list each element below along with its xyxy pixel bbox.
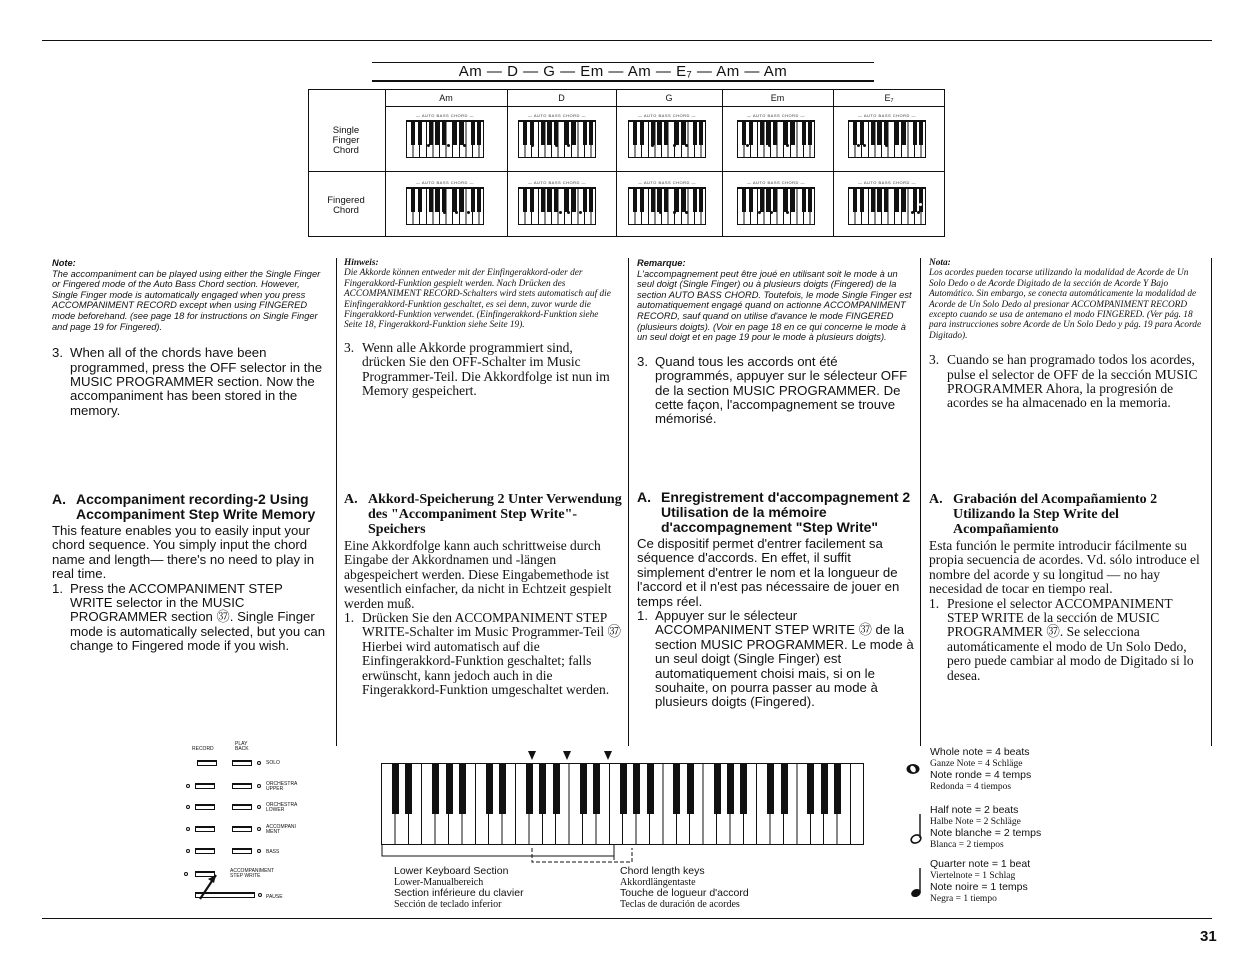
led bbox=[186, 784, 190, 788]
black-key bbox=[884, 189, 888, 212]
chord-header-em: Em bbox=[770, 93, 785, 103]
section-french bbox=[637, 490, 915, 710]
black-key bbox=[435, 122, 439, 145]
black-key bbox=[539, 764, 546, 814]
key-marker bbox=[746, 144, 749, 147]
key-marker bbox=[673, 144, 676, 147]
black-key bbox=[877, 189, 881, 212]
step-3: 3. When all of the chords have been programmed, press the OFF selector in the MUSIC PROGRAMMER section. Now the accompaniment has been stored in the memory. bbox=[52, 345, 323, 418]
key-marker bbox=[685, 144, 688, 147]
black-key bbox=[453, 189, 457, 212]
black-key bbox=[808, 122, 812, 145]
black-key bbox=[773, 189, 777, 212]
intro-text: Ce dispositif permet d'entrer facilement sa séquence d'accords. En effet, il suffit simplement d'entrer le nom et la longueur de l'accord et il n'est pas nécessaire de jouer en temps réel. bbox=[637, 536, 900, 609]
chord-keyboard bbox=[848, 113, 926, 158]
black-key bbox=[791, 122, 795, 145]
chord-keyboard bbox=[406, 180, 484, 225]
keyboard-caption: — AUTO BASS CHORD — bbox=[415, 113, 475, 118]
led bbox=[257, 827, 261, 831]
black-key bbox=[633, 189, 637, 212]
chord-header-e7: E₇ bbox=[884, 93, 894, 103]
black-key bbox=[418, 189, 422, 212]
key-marker bbox=[863, 144, 866, 147]
step-3: 3. Cuando se han programado todos los acordes, pulse el selector de OFF de la sección MUSIC PROGRAMMER Ahora, la progresión de acordes se ha almacenado en la memoria. bbox=[929, 352, 1198, 411]
black-key bbox=[884, 122, 888, 145]
black-key bbox=[640, 189, 644, 212]
led bbox=[257, 784, 261, 788]
marker-triangle-icon bbox=[563, 751, 571, 760]
black-key bbox=[554, 189, 558, 212]
black-key bbox=[657, 122, 661, 145]
chord-keyboard bbox=[737, 180, 815, 225]
orchestra-lower-label: ORCHESTRA LOWER bbox=[266, 802, 298, 813]
black-key bbox=[913, 189, 917, 212]
row-label-single: Single Finger Chord bbox=[332, 125, 360, 156]
column-rule bbox=[1211, 258, 1212, 746]
black-key bbox=[460, 189, 464, 212]
play-button-bass[interactable] bbox=[232, 848, 252, 854]
black-key bbox=[807, 764, 814, 814]
intro-text: Esta función le permite introducir fácilmente su propia secuencia de acordes. Vd. sólo introduce el nombre del acorde y su longitud — no hay necesidad de tocar en tiempo real. bbox=[929, 538, 1200, 597]
key-marker bbox=[673, 211, 676, 214]
black-key bbox=[460, 122, 464, 145]
black-key bbox=[860, 122, 864, 145]
step-write-label: ACCOMPANIMENT STEP WRITE bbox=[230, 868, 274, 879]
black-key bbox=[853, 189, 857, 212]
keyboard-caption: — AUTO BASS CHORD — bbox=[857, 180, 917, 185]
marker-triangle-icon bbox=[604, 751, 612, 760]
black-key bbox=[895, 189, 899, 212]
key-marker bbox=[786, 211, 789, 214]
led bbox=[184, 872, 188, 876]
black-key bbox=[834, 764, 841, 814]
black-key bbox=[853, 122, 857, 145]
chord-header-d: D bbox=[558, 93, 565, 103]
black-key bbox=[675, 122, 679, 145]
step-1: 1. Drücken Sie den ACCOMPANIMENT STEP WRITE-Schalter im Music Programmer-Teil ㊲ Hierbei wird automatisch auf die Einfingerakkord-Funktion geschaltet; falls erwünscht, kann jedoch auch in die Fingerakkord-Funktion umgeschaltet werden. bbox=[344, 610, 621, 698]
black-key bbox=[405, 764, 412, 814]
note-heading: Note: bbox=[52, 258, 76, 268]
black-key bbox=[477, 189, 481, 212]
table-divider bbox=[507, 89, 508, 237]
black-key bbox=[647, 764, 654, 814]
key-marker bbox=[857, 144, 860, 147]
keys bbox=[628, 187, 706, 225]
quarter-note-icon bbox=[908, 866, 924, 900]
black-key bbox=[486, 764, 493, 814]
record-button-solo[interactable] bbox=[197, 760, 217, 766]
black-key bbox=[553, 764, 560, 814]
top-rule bbox=[42, 40, 1212, 41]
key-marker bbox=[463, 144, 466, 147]
black-key bbox=[675, 189, 679, 212]
black-key bbox=[749, 189, 753, 212]
black-key bbox=[760, 122, 764, 145]
black-key bbox=[429, 189, 433, 212]
step-3: 3. Quand tous les accords ont été programmés, appuyer sur le sélecteur OFF de la section MUSIC PROGRAMMER. De cette façon, l'accompagnement se trouve mémorisé. bbox=[637, 353, 908, 427]
chord-keyboard bbox=[518, 113, 596, 158]
black-key bbox=[541, 122, 545, 145]
key-marker bbox=[579, 211, 582, 214]
black-key bbox=[432, 764, 439, 814]
solo-label: SOLO bbox=[266, 760, 280, 766]
section-german bbox=[344, 492, 622, 697]
section-spanish bbox=[929, 492, 1205, 683]
key-marker bbox=[919, 203, 922, 206]
keys bbox=[848, 187, 926, 225]
black-key bbox=[784, 122, 788, 145]
note-heading: Hinweis: bbox=[344, 258, 379, 268]
step-3: 3. Wenn alle Akkorde programmiert sind, drücken Sie den OFF-Schalter im Music Programmer-Teil. Die Akkordfolge ist nun im Memory gespeichert. bbox=[344, 339, 610, 399]
key-marker bbox=[758, 211, 761, 214]
led bbox=[186, 827, 190, 831]
black-key bbox=[802, 122, 806, 145]
key-marker bbox=[786, 144, 789, 147]
black-key bbox=[554, 122, 558, 145]
key-marker bbox=[768, 144, 771, 147]
black-key bbox=[589, 189, 593, 212]
table-divider bbox=[308, 171, 945, 172]
black-key bbox=[821, 764, 828, 814]
sequence-title: Am — D — G — Em — Am — E₇ — Am — Am bbox=[458, 63, 788, 80]
black-key bbox=[530, 189, 534, 212]
key-marker bbox=[443, 211, 446, 214]
half-note-icon bbox=[908, 812, 924, 846]
key-marker bbox=[651, 144, 654, 147]
step-1: 1. Appuyer sur le sélecteur ACCOMPANIMENT STEP WRITE ㊲ de la section MUSIC PROGRAMMER. Le mode à un seul doigt (Single Finger) est automatiquement choisi mais, si on le souhaite, on pourra passer au mode à plusieurs doigts (Fingered). bbox=[637, 608, 914, 710]
note-text: Die Akkorde können entweder mit der Einfingerakkord-oder der Fingerakkord-Funktion gespielt werden. Nach Drücken des ACCOMPANIMENT RECORD-Schalters wird stets automatisch auf die Einfingerakkord-Funktion geschaltet, es sei denn, zuvor wurde die Fingerakkord-Funktion verwendet. (Einfingerakkord-Funktion siehe Seite 18, Fingerakkord-Funktion siehe Seite 19). bbox=[344, 268, 611, 331]
black-key bbox=[446, 764, 453, 814]
keyboard-caption: — AUTO BASS CHORD — bbox=[527, 180, 587, 185]
keys bbox=[518, 187, 596, 225]
black-key bbox=[877, 122, 881, 145]
keyboard-caption: — AUTO BASS CHORD — bbox=[527, 113, 587, 118]
black-key bbox=[651, 189, 655, 212]
chord-keyboard bbox=[848, 180, 926, 225]
column-rule bbox=[628, 258, 629, 746]
black-key bbox=[693, 122, 697, 145]
marker-triangle-icon bbox=[528, 751, 536, 760]
black-key bbox=[633, 764, 640, 814]
black-key bbox=[442, 122, 446, 145]
sequence-rule-bottom bbox=[372, 80, 874, 82]
key-marker bbox=[770, 211, 773, 214]
black-key bbox=[767, 764, 774, 814]
led bbox=[257, 761, 261, 765]
table-divider bbox=[833, 89, 834, 237]
step-1: 1. Presione el selector ACCOMPANIMENT STEP WRITE de la sección de MUSIC PROGRAMMER ㊲. Se selecciona automáticamente el modo de Un Solo Dedo, pero puede cambiar al modo de Digitado si lo desea. bbox=[929, 595, 1194, 683]
black-key bbox=[620, 764, 627, 814]
key-marker bbox=[555, 144, 558, 147]
key-marker bbox=[911, 211, 914, 214]
chord-keyboard bbox=[406, 113, 484, 158]
keyboard-caption: — AUTO BASS CHORD — bbox=[637, 113, 697, 118]
pause-label: PAUSE bbox=[266, 894, 283, 900]
black-key bbox=[766, 189, 770, 212]
chord-keyboard bbox=[518, 180, 596, 225]
led bbox=[258, 893, 262, 897]
table-divider bbox=[616, 89, 617, 237]
black-key bbox=[442, 189, 446, 212]
section-heading: A. Grabación del Acompañamiento 2 Utilizando la Step Write del Acompañamiento bbox=[929, 492, 1158, 537]
record-button-orchestra-lower[interactable] bbox=[195, 804, 215, 810]
key-marker bbox=[885, 144, 888, 147]
column-english bbox=[52, 258, 328, 418]
led bbox=[186, 805, 190, 809]
table-divider bbox=[385, 89, 386, 237]
keys bbox=[406, 120, 484, 158]
key-marker bbox=[447, 144, 450, 147]
key-marker bbox=[685, 211, 688, 214]
keys bbox=[406, 187, 484, 225]
led bbox=[257, 849, 261, 853]
black-key bbox=[633, 122, 637, 145]
black-key bbox=[919, 122, 923, 145]
black-key bbox=[699, 189, 703, 212]
black-key bbox=[727, 764, 734, 814]
black-key bbox=[699, 122, 703, 145]
black-key bbox=[526, 764, 533, 814]
section-heading: A. Enregistrement d'accompagnement 2 Utilisation de la mémoire d'accompagnement "Step Write" bbox=[637, 489, 911, 535]
record-button-accompaniment[interactable] bbox=[195, 826, 215, 832]
black-key bbox=[682, 189, 686, 212]
black-key bbox=[871, 189, 875, 212]
whole-note-icon bbox=[905, 762, 921, 776]
record-button-bass[interactable] bbox=[195, 848, 215, 854]
black-key bbox=[860, 189, 864, 212]
black-key bbox=[871, 122, 875, 145]
black-key bbox=[435, 189, 439, 212]
black-key bbox=[740, 764, 747, 814]
black-key bbox=[411, 189, 415, 212]
note-text: Los acordes pueden tocarse utilizando la modalidad de Acorde de Un Solo Dedo o de Acorde Digitado de la sección de Acorde Y Bajo Automático. Sin embargo, se conecta automáticamente la modalidad de Acorde de Un Solo Dedo al presionar ACCOMPANIMENT RECORD excepto cuando se usa de antemano el modo FINGERED. (Ver pág. 18 para instrucciones sobre Acorde de Un Solo Dedo y pág. 19 para Acorde Digitado). bbox=[929, 268, 1202, 341]
legend-quarter: Quarter note = 1 beat Viertelnote = 1 Schlag Note noire = 1 temps Negra = 1 tiempo bbox=[930, 858, 1031, 904]
black-key bbox=[593, 764, 600, 814]
key-marker bbox=[559, 211, 562, 214]
key-marker bbox=[567, 144, 570, 147]
black-key bbox=[664, 122, 668, 145]
black-key bbox=[687, 764, 694, 814]
black-key bbox=[902, 189, 906, 212]
black-key bbox=[781, 764, 788, 814]
note-text: The accompaniment can be played using either the Single Finger or Fingered mode of the Auto Bass Chord section. However, Single Finger mode is automatically engaged when you press ACCOMPANIMENT RECORD except when using FINGERED mode beforehand. (see page 18 for instructions on Single Finger and page 19 for Fingered). bbox=[52, 268, 321, 332]
black-key bbox=[766, 122, 770, 145]
play-button-orchestra-lower[interactable] bbox=[232, 804, 252, 810]
black-key bbox=[902, 122, 906, 145]
keys bbox=[518, 120, 596, 158]
chord-keyboard bbox=[628, 113, 706, 158]
note-heading: Remarque: bbox=[637, 258, 686, 268]
note-heading: Nota: bbox=[929, 258, 951, 268]
note-german bbox=[344, 258, 612, 331]
chord-header-g: G bbox=[665, 93, 673, 103]
play-button-orchestra-upper[interactable] bbox=[232, 783, 252, 789]
black-key bbox=[742, 189, 746, 212]
section-heading: A. Akkord-Speicherung 2 Unter Verwendung des "Accompaniment Step Write"-Speichers bbox=[344, 492, 622, 537]
play-button-solo[interactable] bbox=[232, 760, 252, 766]
black-key bbox=[477, 122, 481, 145]
legend-half: Half note = 2 beats Halbe Note = 2 Schläge Note blanche = 2 temps Blanca = 2 tiempos bbox=[930, 804, 1042, 850]
black-key bbox=[682, 122, 686, 145]
section-english bbox=[52, 492, 328, 654]
keys bbox=[737, 120, 815, 158]
black-key bbox=[471, 122, 475, 145]
black-key bbox=[411, 122, 415, 145]
key-marker bbox=[531, 144, 534, 147]
keyboard-caption: — AUTO BASS CHORD — bbox=[415, 180, 475, 185]
led bbox=[186, 849, 190, 853]
keys bbox=[737, 187, 815, 225]
black-key bbox=[541, 189, 545, 212]
black-key bbox=[523, 122, 527, 145]
bottom-rule bbox=[42, 918, 1212, 919]
chord-keyboard bbox=[628, 180, 706, 225]
pause-button[interactable] bbox=[195, 892, 255, 898]
chord-header-am: Am bbox=[439, 93, 453, 103]
black-key bbox=[583, 122, 587, 145]
play-back-label: PLAY BACK bbox=[235, 741, 249, 752]
black-key bbox=[640, 122, 644, 145]
led bbox=[257, 805, 261, 809]
black-key bbox=[760, 189, 764, 212]
play-button-accompaniment[interactable] bbox=[232, 826, 252, 832]
black-key bbox=[664, 189, 668, 212]
column-rule bbox=[920, 258, 921, 746]
table-divider bbox=[722, 89, 723, 237]
keys bbox=[628, 120, 706, 158]
black-key bbox=[453, 122, 457, 145]
black-key bbox=[919, 189, 923, 212]
keyboard-caption: — AUTO BASS CHORD — bbox=[857, 113, 917, 118]
accompaniment-label: ACCOMPANI MENT bbox=[266, 824, 296, 835]
black-key bbox=[583, 189, 587, 212]
black-key bbox=[693, 189, 697, 212]
chord-length-caption: Chord length keys Akkordlängentaste Touche de logueur d'accord Teclas de duración de acordes bbox=[620, 865, 749, 910]
key-marker bbox=[427, 144, 430, 147]
black-key bbox=[459, 764, 466, 814]
keys bbox=[848, 120, 926, 158]
black-key bbox=[895, 122, 899, 145]
black-key bbox=[530, 122, 534, 145]
page-number: 31 bbox=[1200, 928, 1217, 945]
column-spanish bbox=[929, 258, 1203, 411]
black-key bbox=[657, 189, 661, 212]
black-key bbox=[808, 189, 812, 212]
orchestra-upper-label: ORCHESTRA UPPER bbox=[266, 781, 298, 792]
keyboard-brackets bbox=[378, 844, 638, 866]
black-key bbox=[523, 189, 527, 212]
black-key bbox=[471, 189, 475, 212]
key-marker bbox=[455, 211, 458, 214]
note-text: L'accompagnement peut être joué en utilisant soit le mode à un seul doigt (Single Finger) ou à plusieurs doigts (Fingered) de la section AUTO BASS CHORD. Toutefois, le mode Single Finger est automatiquement engagé quand on actionne ACCOMPANIMENT RECORD, sauf quand on utilise d'avance le mode FINGERED (plusieurs doigts). (Voir en page 18 en ce qui concerne le mode à un seul doigt et en page 19 pour le mode à plusieurs doigts). bbox=[637, 268, 912, 343]
key-marker bbox=[659, 211, 662, 214]
black-key bbox=[651, 122, 655, 145]
black-key bbox=[565, 122, 569, 145]
black-key bbox=[580, 764, 587, 814]
black-key bbox=[418, 122, 422, 145]
table-divider bbox=[385, 106, 945, 107]
column-german bbox=[344, 258, 612, 398]
key-marker bbox=[917, 211, 920, 214]
note-english bbox=[52, 258, 328, 332]
black-key bbox=[572, 189, 576, 212]
black-key bbox=[547, 122, 551, 145]
bass-label: BASS bbox=[266, 849, 280, 855]
black-key bbox=[547, 189, 551, 212]
black-key bbox=[773, 122, 777, 145]
keyboard-caption: — AUTO BASS CHORD — bbox=[637, 180, 697, 185]
lower-keyboard-caption: Lower Keyboard Section Lower-Manualbereich Section inférieure du clavier Sección de teclado inferior bbox=[394, 865, 524, 910]
intro-text: Eine Akkordfolge kann auch schrittweise durch Eingabe der Akkordnamen und -längen abgespeichert werden. Diese Eingabemethode ist wesentlich einfacher, da nicht in Echtzeit gespielt werden muß. bbox=[344, 538, 612, 611]
keyboard-caption: — AUTO BASS CHORD — bbox=[746, 113, 806, 118]
record-label: RECORD bbox=[192, 746, 214, 752]
keyboard-diagram bbox=[381, 763, 864, 845]
black-key bbox=[572, 122, 576, 145]
note-spanish bbox=[929, 258, 1203, 341]
section-heading: A. Accompaniment recording-2 Using Accompaniment Step Write Memory bbox=[52, 491, 316, 522]
legend-whole: Whole note = 4 beats Ganze Note = 4 Schläge Note ronde = 4 temps Redonda = 4 tiempos bbox=[930, 746, 1032, 792]
column-french bbox=[637, 258, 913, 427]
note-french bbox=[637, 258, 913, 343]
row-label-fingered: Fingered Chord bbox=[327, 195, 365, 216]
black-key bbox=[499, 764, 506, 814]
black-key bbox=[714, 764, 721, 814]
black-key bbox=[913, 122, 917, 145]
arrow-pointer-icon bbox=[196, 873, 222, 903]
key-marker bbox=[467, 211, 470, 214]
black-key bbox=[742, 122, 746, 145]
record-button-orchestra-upper[interactable] bbox=[195, 783, 215, 789]
column-rule bbox=[336, 258, 337, 746]
black-key bbox=[392, 764, 399, 814]
black-key bbox=[749, 122, 753, 145]
black-key bbox=[565, 189, 569, 212]
black-key bbox=[429, 122, 433, 145]
intro-text: This feature enables you to easily input your chord sequence. You simply input the chord name and length— there's no need to play in real time. bbox=[52, 523, 315, 582]
black-key bbox=[673, 764, 680, 814]
black-key bbox=[791, 189, 795, 212]
black-key bbox=[802, 189, 806, 212]
step-1: 1. Press the ACCOMPANIMENT STEP WRITE selector in the MUSIC PROGRAMMER section ㊲. Single Finger mode is automatically selected, but you can change to Fingered mode if you wish. bbox=[52, 580, 326, 654]
chord-keyboard bbox=[737, 113, 815, 158]
black-key bbox=[589, 122, 593, 145]
keyboard-caption: — AUTO BASS CHORD — bbox=[746, 180, 806, 185]
black-key bbox=[784, 189, 788, 212]
key-marker bbox=[567, 211, 570, 214]
